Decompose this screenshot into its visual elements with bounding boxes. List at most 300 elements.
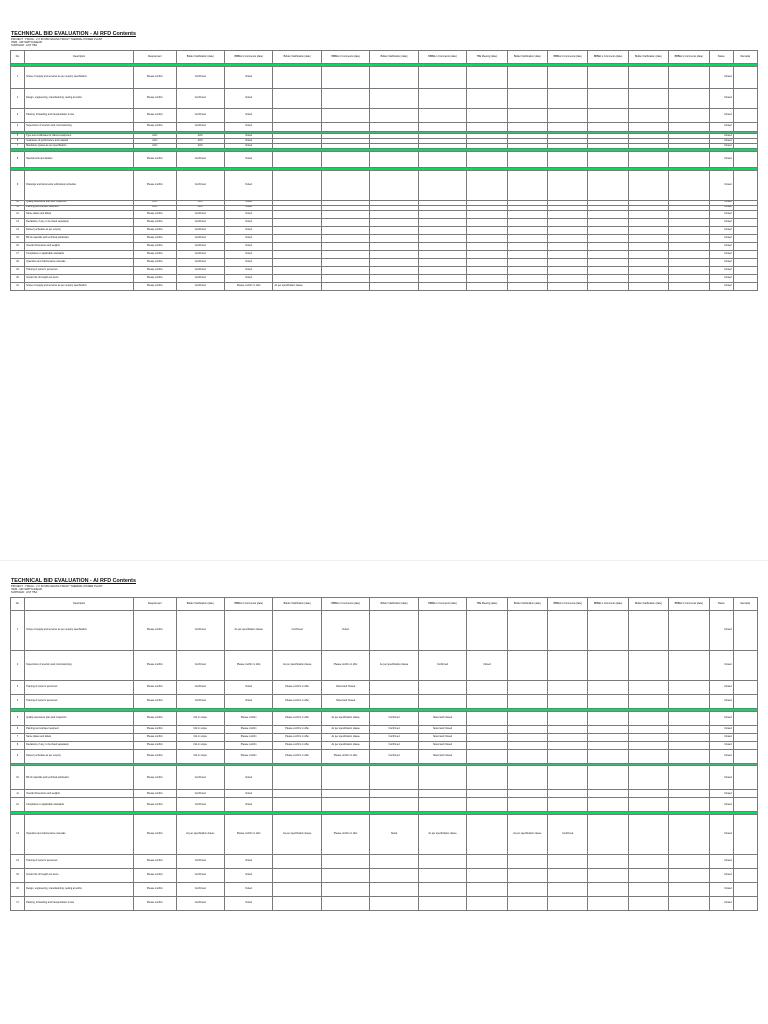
bidder-cell: Confirmed xyxy=(176,266,224,274)
requirement-cell: Please confirm xyxy=(134,681,176,695)
column-header: BBBEL's Comments (date) xyxy=(224,598,272,611)
row-description: Design, engineering, manufacturing, testing at works xyxy=(25,883,134,897)
status-cell: Closed xyxy=(709,226,733,234)
bidder-cell: Confirmed xyxy=(176,170,224,200)
column-header: Bidder Clarification (date) xyxy=(370,598,418,611)
table-row xyxy=(11,815,758,855)
comment-cell: Confirmed xyxy=(370,749,418,763)
table-row xyxy=(11,242,758,250)
row-number: 17 xyxy=(11,250,25,258)
requirement-cell: ACC xyxy=(134,139,176,144)
bidder-cell: Confirmed xyxy=(176,226,224,234)
row-number: 9 xyxy=(11,749,25,763)
comment-cell: Noted xyxy=(224,66,272,88)
status-cell: Closed xyxy=(709,170,733,200)
requirement-cell: ACC xyxy=(134,134,176,139)
row-description: Operation and maintenance manuals xyxy=(25,258,134,266)
row-description: Training of owner's personnel xyxy=(25,855,134,869)
bidder-cell: Confirmed xyxy=(176,855,224,869)
row-description: Packing, forwarding and transportation to site xyxy=(25,897,134,911)
column-header: Bidder Clarification (date) xyxy=(273,598,321,611)
table-header-row xyxy=(11,51,758,64)
comment-cell: As per specification clause xyxy=(273,282,321,290)
requirement-cell: ACC xyxy=(134,205,176,210)
bidder-cell: Not in scope xyxy=(176,725,224,733)
table-row xyxy=(11,258,758,266)
comment-cell: Confirmed xyxy=(370,741,418,749)
evaluation-sheet-bottom xyxy=(10,575,758,911)
column-header: Bidder Clarification (date) xyxy=(628,598,668,611)
table-row xyxy=(11,234,758,242)
column-header: Status xyxy=(709,51,733,64)
comment-cell: Noted xyxy=(224,266,272,274)
comment-cell: Confirmed xyxy=(370,733,418,741)
comment-cell: Noted and Closed xyxy=(418,733,466,741)
table-row xyxy=(11,122,758,131)
comment-cell: Confirmed xyxy=(370,725,418,733)
comment-cell: Noted xyxy=(224,855,272,869)
status-cell: Closed xyxy=(709,218,733,226)
column-header: BBBEL's Comments (date) xyxy=(321,51,369,64)
bidder-cell: Not in scope xyxy=(176,711,224,725)
row-number: 5 xyxy=(11,711,25,725)
row-description: Operation and maintenance manuals xyxy=(25,815,134,855)
row-number: 4 xyxy=(11,122,25,131)
column-header: BBBEL's Comments (date) xyxy=(321,598,369,611)
row-number: 2 xyxy=(11,651,25,681)
requirement-cell: Please confirm xyxy=(134,725,176,733)
column-header: Requirement xyxy=(134,598,176,611)
requirement-cell: Please confirm xyxy=(134,749,176,763)
row-number: 14 xyxy=(11,226,25,234)
requirement-cell: Please confirm xyxy=(134,855,176,869)
row-number: 12 xyxy=(11,798,25,812)
row-number: 10 xyxy=(11,200,25,205)
comment-cell: Noted xyxy=(224,139,272,144)
column-header: No. xyxy=(11,598,25,611)
status-cell: Closed xyxy=(709,108,733,122)
requirement-cell: Please confirm xyxy=(134,226,176,234)
row-description: Compliance to applicable standards xyxy=(25,250,134,258)
row-description: Overall dimensions and weights xyxy=(25,242,134,250)
row-number: 14 xyxy=(11,855,25,869)
bidder-cell: Not in scope xyxy=(176,733,224,741)
column-header: Bidder Clarification (date) xyxy=(370,51,418,64)
comment-cell: As per specification clause xyxy=(321,711,369,725)
comment-cell: Noted xyxy=(370,815,418,855)
column-header: Bidder Clarification (date) xyxy=(628,51,668,64)
comment-cell: Closed xyxy=(467,651,507,681)
comment-cell: Noted xyxy=(224,234,272,242)
row-number: 6 xyxy=(11,139,25,144)
status-cell: Closed xyxy=(709,790,733,798)
row-number: 7 xyxy=(11,733,25,741)
requirement-cell: Please confirm xyxy=(134,210,176,218)
comment-cell: Please confirm xyxy=(224,725,272,733)
bidder-cell: Confirmed xyxy=(273,611,321,651)
row-number: 5 xyxy=(11,134,25,139)
meta-line: PROJECT : TRICHI - 2 X 60 MW NAGINA TRICHY THERMAL POWER PLANT xyxy=(11,585,103,588)
status-cell: Closed xyxy=(709,122,733,131)
table-row xyxy=(11,883,758,897)
requirement-cell: Please confirm xyxy=(134,274,176,282)
row-description: Scope of supply and services as per enquiry specification xyxy=(25,611,134,651)
bidder-cell: Confirmed xyxy=(176,122,224,131)
row-description: Scope of supply and services as per enquiry specification xyxy=(25,66,134,88)
table-row xyxy=(11,798,758,812)
column-header: BBBEL's Comments (date) xyxy=(548,51,588,64)
table-header-row xyxy=(11,598,758,611)
column-header: Remarks xyxy=(733,51,757,64)
table-row xyxy=(11,218,758,226)
column-header: BBBEL's Comments (date) xyxy=(224,51,272,64)
requirement-cell: Please confirm xyxy=(134,883,176,897)
status-cell: Closed xyxy=(709,242,733,250)
requirement-cell: Please confirm xyxy=(134,258,176,266)
comment-cell: Please confirm xyxy=(224,733,272,741)
comment-cell: Noted xyxy=(224,274,272,282)
table-row xyxy=(11,711,758,725)
status-cell: Closed xyxy=(709,711,733,725)
comment-cell: Please confirm in offer xyxy=(273,741,321,749)
bidder-cell: Confirmed xyxy=(176,651,224,681)
comment-cell: Please confirm in offer xyxy=(224,282,272,290)
row-number: 13 xyxy=(11,815,25,855)
bidder-cell: Confirmed xyxy=(176,695,224,709)
status-cell: Closed xyxy=(709,258,733,266)
row-description: Overall dimensions and weights xyxy=(25,790,134,798)
comment-cell: Noted xyxy=(224,790,272,798)
status-cell: Closed xyxy=(709,234,733,242)
comment-cell: Noted and Closed xyxy=(418,725,466,733)
comment-cell: Please confirm in offer xyxy=(273,733,321,741)
requirement-cell: Please confirm xyxy=(134,152,176,168)
status-cell: Closed xyxy=(709,139,733,144)
comment-cell: As per specification clause xyxy=(370,651,418,681)
comment-cell: Noted xyxy=(224,242,272,250)
bidder-cell: Confirmed xyxy=(176,108,224,122)
bidder-cell: Confirmed xyxy=(176,883,224,897)
row-description: Name plates and labels xyxy=(25,733,134,741)
bidder-cell: Confirmed xyxy=(176,282,224,290)
requirement-cell: Please confirm xyxy=(134,790,176,798)
status-cell: Closed xyxy=(709,651,733,681)
comment-cell: As per specification clause xyxy=(418,815,466,855)
table-row xyxy=(11,741,758,749)
row-description: Deviations, if any, to be listed separately xyxy=(25,218,134,226)
row-description: Quality assurance plan and inspection xyxy=(25,200,134,205)
row-number: 16 xyxy=(11,242,25,250)
document-title: TECHNICAL BID EVALUATION - AI RFD Contents xyxy=(11,31,136,37)
row-description: Training of owner's personnel xyxy=(25,695,134,709)
comment-cell: Noted xyxy=(224,88,272,108)
comment-cell: Please confirm in offer xyxy=(273,749,321,763)
meta-line: ITEM : AIR SWITCHGEAR xyxy=(11,588,42,592)
table-row xyxy=(11,250,758,258)
row-description: Supervision of erection and commissioning xyxy=(25,122,134,131)
comment-cell: Please confirm xyxy=(224,741,272,749)
row-number: 9 xyxy=(11,170,25,200)
bidder-cell: Not in scope xyxy=(176,749,224,763)
column-header: TBE Meeting (date) xyxy=(467,598,507,611)
comment-cell: Please confirm in offer xyxy=(321,651,369,681)
status-cell: Closed xyxy=(709,266,733,274)
status-cell: Closed xyxy=(709,134,733,139)
status-cell: Closed xyxy=(709,855,733,869)
row-number: 11 xyxy=(11,790,25,798)
status-cell: Closed xyxy=(709,200,733,205)
bidder-cell: Confirmed xyxy=(176,274,224,282)
row-number: 3 xyxy=(11,681,25,695)
comment-cell: Please confirm xyxy=(224,711,272,725)
table-row xyxy=(11,766,758,790)
status-cell: Closed xyxy=(709,766,733,790)
column-header: Requirement xyxy=(134,51,176,64)
evaluation-table xyxy=(10,597,758,911)
requirement-cell: Please confirm xyxy=(134,66,176,88)
column-header: BBBEL's Comments (date) xyxy=(588,51,628,64)
table-row xyxy=(11,681,758,695)
comment-cell: Noted xyxy=(224,681,272,695)
requirement-cell: Please confirm xyxy=(134,242,176,250)
bidder-cell: Confirmed xyxy=(176,258,224,266)
comment-cell: Please confirm in offer xyxy=(273,725,321,733)
row-number: 20 xyxy=(11,274,25,282)
comment-cell: Please confirm in offer xyxy=(273,711,321,725)
bidder-cell: Confirmed xyxy=(176,66,224,88)
comment-cell: Please confirm in offer xyxy=(321,815,369,855)
table-row xyxy=(11,66,758,88)
column-header: Description xyxy=(25,51,134,64)
status-cell: Closed xyxy=(709,88,733,108)
column-header: Bidder Clarification (date) xyxy=(176,598,224,611)
row-description: Mandatory spares as per specification xyxy=(25,144,134,149)
row-number: 16 xyxy=(11,883,25,897)
comment-cell: As per specification clause xyxy=(321,741,369,749)
row-description: Delivery schedule as per enquiry xyxy=(25,226,134,234)
requirement-cell: Please confirm xyxy=(134,266,176,274)
row-description: Type test certificates for offered equipment xyxy=(25,134,134,139)
status-cell: Closed xyxy=(709,282,733,290)
column-header: Bidder Clarification (date) xyxy=(273,51,321,64)
column-header: BBBEL's Comments (date) xyxy=(669,51,709,64)
meta-line: SUPPLIER : LIST TBA xyxy=(11,44,38,48)
row-number: 2 xyxy=(11,88,25,108)
table-row xyxy=(11,695,758,709)
column-header: Remarks xyxy=(733,598,757,611)
comment-cell: Noted xyxy=(224,250,272,258)
table-row xyxy=(11,790,758,798)
table-row xyxy=(11,170,758,200)
bidder-cell: Confirmed xyxy=(176,611,224,651)
status-cell: Closed xyxy=(709,741,733,749)
row-number: 1 xyxy=(11,66,25,88)
requirement-cell: Please confirm xyxy=(134,798,176,812)
comment-cell: As per specification clause xyxy=(273,651,321,681)
bidder-cell: ACC xyxy=(176,144,224,149)
bidder-cell: Confirmed xyxy=(176,766,224,790)
comment-cell: Confirmed xyxy=(370,711,418,725)
bidder-cell: Not in scope xyxy=(176,741,224,749)
requirement-cell: Please confirm xyxy=(134,170,176,200)
bidder-cell: As per specification clause xyxy=(176,815,224,855)
meta-line: SUPPLIER : LIST TBA xyxy=(11,591,38,595)
evaluation-table xyxy=(10,50,758,290)
row-number: 17 xyxy=(11,897,25,911)
status-cell: Closed xyxy=(709,611,733,651)
meta-line: PROJECT : TRICHI - 2 X 60 MW NAGINA TRICHY THERMAL POWER PLANT xyxy=(11,38,103,41)
row-description: Scope of supply and services as per enquiry specification xyxy=(25,282,134,290)
requirement-cell: Please confirm xyxy=(134,897,176,911)
table-row xyxy=(11,855,758,869)
row-description: Vendor list of bought-out items xyxy=(25,869,134,883)
bidder-cell: Confirmed xyxy=(176,210,224,218)
requirement-cell: Please confirm xyxy=(134,651,176,681)
bidder-cell: Confirmed xyxy=(176,681,224,695)
row-description: Bill of materials and technical particulars xyxy=(25,766,134,790)
column-header: BBBEL's Comments (date) xyxy=(669,598,709,611)
comment-cell: Confirmed xyxy=(418,651,466,681)
table-row xyxy=(11,897,758,911)
bidder-cell: Confirmed xyxy=(176,897,224,911)
requirement-cell: Please confirm xyxy=(134,122,176,131)
comment-cell: Noted xyxy=(224,122,272,131)
requirement-cell: Please confirm xyxy=(134,250,176,258)
status-cell: Closed xyxy=(709,274,733,282)
bidder-cell: Confirmed xyxy=(176,790,224,798)
table-row xyxy=(11,869,758,883)
requirement-cell: Please confirm xyxy=(134,711,176,725)
requirement-cell: Please confirm xyxy=(134,766,176,790)
comment-cell: As per specification clause xyxy=(224,611,272,651)
column-header: BBBEL's Comments (date) xyxy=(548,598,588,611)
column-header: BBBEL's Comments (date) xyxy=(418,51,466,64)
comment-cell: Noted xyxy=(224,258,272,266)
column-header: Bidder Clarification (date) xyxy=(507,51,547,64)
page-divider xyxy=(0,560,768,561)
bidder-cell: Confirmed xyxy=(176,152,224,168)
bidder-cell: Confirmed xyxy=(176,218,224,226)
bidder-cell: Confirmed xyxy=(176,869,224,883)
comment-cell: As per specification clause xyxy=(321,733,369,741)
row-number: 7 xyxy=(11,144,25,149)
comment-cell: Noted xyxy=(224,108,272,122)
row-number: 4 xyxy=(11,695,25,709)
bidder-cell: ACC xyxy=(176,205,224,210)
requirement-cell: ACC xyxy=(134,200,176,205)
table-row xyxy=(11,749,758,763)
row-description: Compliance to applicable standards xyxy=(25,798,134,812)
table-row xyxy=(11,282,758,290)
comment-cell: Noted xyxy=(224,695,272,709)
table-row xyxy=(11,611,758,651)
table-row xyxy=(11,725,758,733)
status-cell: Closed xyxy=(709,205,733,210)
table-row xyxy=(11,733,758,741)
table-row xyxy=(11,152,758,168)
requirement-cell: Please confirm xyxy=(134,733,176,741)
status-cell: Closed xyxy=(709,144,733,149)
status-cell: Closed xyxy=(709,897,733,911)
bidder-cell: ACC xyxy=(176,139,224,144)
status-cell: Closed xyxy=(709,210,733,218)
row-number: 15 xyxy=(11,869,25,883)
requirement-cell: Please confirm xyxy=(134,218,176,226)
bidder-cell: Confirmed xyxy=(176,798,224,812)
comment-cell: Noted xyxy=(321,611,369,651)
row-description: Vendor list of bought-out items xyxy=(25,274,134,282)
status-cell: Closed xyxy=(709,152,733,168)
row-description: Quality assurance plan and inspection xyxy=(25,711,134,725)
table-row xyxy=(11,210,758,218)
column-header: No. xyxy=(11,51,25,64)
meta-line: ITEM : AIR SWITCHGEAR xyxy=(11,41,42,45)
status-cell: Closed xyxy=(709,749,733,763)
row-description: Delivery schedule as per enquiry xyxy=(25,749,134,763)
row-number: 15 xyxy=(11,234,25,242)
row-description: Special tools and tackles xyxy=(25,152,134,168)
comment-cell: Noted and Closed xyxy=(418,749,466,763)
status-cell: Closed xyxy=(709,725,733,733)
table-row xyxy=(11,88,758,108)
row-number: 10 xyxy=(11,766,25,790)
comment-cell: Confirmed xyxy=(548,815,588,855)
table-row xyxy=(11,651,758,681)
row-description: Painting and surface treatment xyxy=(25,205,134,210)
row-description: Training of owner's personnel xyxy=(25,266,134,274)
status-cell: Closed xyxy=(709,883,733,897)
comment-cell: Noted xyxy=(224,226,272,234)
status-cell: Closed xyxy=(709,681,733,695)
comment-cell: Noted xyxy=(224,205,272,210)
row-number: 11 xyxy=(11,205,25,210)
row-number: 12 xyxy=(11,210,25,218)
comment-cell: Please confirm in offer xyxy=(273,681,321,695)
bidder-cell: Confirmed xyxy=(176,88,224,108)
status-cell: Closed xyxy=(709,733,733,741)
requirement-cell: Please confirm xyxy=(134,282,176,290)
bidder-cell: ACC xyxy=(176,200,224,205)
document-title: TECHNICAL BID EVALUATION - AI RFD Contents xyxy=(11,578,136,584)
row-description: Packing, forwarding and transportation to site xyxy=(25,108,134,122)
status-cell: Closed xyxy=(709,66,733,88)
comment-cell: As per specification clause xyxy=(507,815,547,855)
requirement-cell: Please confirm xyxy=(134,88,176,108)
row-description: Painting and surface treatment xyxy=(25,725,134,733)
comment-cell: Noted xyxy=(224,210,272,218)
row-description: Design, engineering, manufacturing, testing at works xyxy=(25,88,134,108)
table-row xyxy=(11,108,758,122)
requirement-cell: Please confirm xyxy=(134,108,176,122)
row-number: 6 xyxy=(11,725,25,733)
comment-cell: Noted xyxy=(224,798,272,812)
bidder-cell: Confirmed xyxy=(176,242,224,250)
column-header: Bidder Clarification (date) xyxy=(176,51,224,64)
row-number: 8 xyxy=(11,152,25,168)
row-number: 1 xyxy=(11,611,25,651)
comment-cell: Noted xyxy=(224,170,272,200)
requirement-cell: Please confirm xyxy=(134,869,176,883)
comment-cell: Noted xyxy=(224,152,272,168)
row-description: Name plates and labels xyxy=(25,210,134,218)
column-header: TBE Meeting (date) xyxy=(467,51,507,64)
requirement-cell: Please confirm xyxy=(134,695,176,709)
table-row xyxy=(11,226,758,234)
comment-cell: Noted xyxy=(224,200,272,205)
row-description: Bill of materials and technical particulars xyxy=(25,234,134,242)
status-cell: Closed xyxy=(709,869,733,883)
column-header: Description xyxy=(25,598,134,611)
